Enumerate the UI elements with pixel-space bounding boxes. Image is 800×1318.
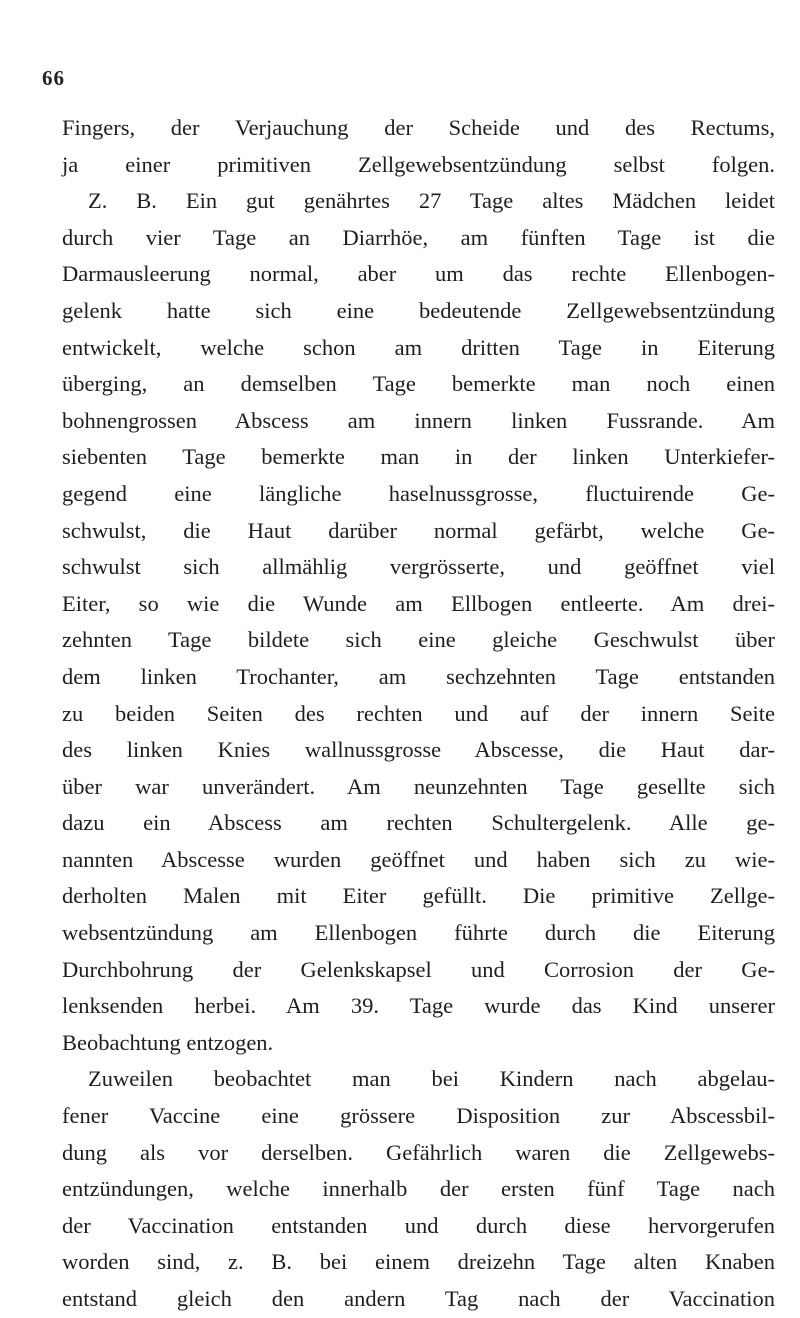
text-line: Fingers, der Verjauchung der Scheide und des Rectums,	[62, 115, 775, 140]
text-line: gegend eine längliche haselnussgrosse, fluctuirende Ge-	[62, 480, 775, 506]
text-line: siebenten Tage bemerkte man in der linken Unterkiefer-	[62, 444, 775, 470]
text-line: fener Vaccine eine grössere Disposition zur Abscessbil-	[62, 1103, 775, 1129]
text-line: der Vaccination entstanden und durch diese hervorgerufen	[62, 1212, 775, 1238]
text-line: zu beiden Seiten des rechten und auf der innern Seite	[62, 700, 775, 726]
text-line: worden sind, z. B. bei einem dreizehn Tage alten Knaben	[62, 1249, 775, 1275]
text-line: zehnten Tage bildete sich eine gleiche Geschwulst über	[62, 627, 775, 653]
text-line: überging, an demselben Tage bemerkte man noch einen	[62, 371, 775, 397]
text-line: lenksenden herbei. Am 39. Tage wurde das Kind unserer	[62, 993, 775, 1019]
text-line: dazu ein Abscess am rechten Schultergelenk. Alle ge-	[62, 810, 775, 836]
text-line: Durchbohrung der Gelenkskapsel und Corrosion der Ge-	[62, 956, 775, 982]
text-line: bohnengrossen Abscess am innern linken Fussrande. Am	[62, 407, 775, 433]
text-line: entstand gleich den andern Tag nach der Vaccination	[62, 1286, 775, 1311]
text-line: Z. B. Ein gut genährtes 27 Tage altes Mädchen leidet	[88, 188, 775, 214]
text-line: Zuweilen beobachtet man bei Kindern nach abgelau-	[88, 1066, 775, 1092]
text-line: ja einer primitiven Zellgewebsentzündung selbst folgen.	[62, 151, 775, 177]
body-text	[62, 110, 775, 1318]
page-number: 66	[42, 66, 65, 90]
text-line: Eiter, so wie die Wunde am Ellbogen entleerte. Am drei-	[62, 590, 775, 616]
text-line: entwickelt, welche schon am dritten Tage in Eiterung	[62, 334, 775, 360]
text-line: nannten Abscesse wurden geöffnet und haben sich zu wie-	[62, 846, 775, 872]
text-line: Darmausleerung normal, aber um das rechte Ellenbogen-	[62, 261, 775, 287]
text-line: durch vier Tage an Diarrhöe, am fünften Tage ist die	[62, 224, 775, 250]
text-line: über war unverändert. Am neunzehnten Tage gesellte sich	[62, 773, 775, 799]
text-line: gelenk hatte sich eine bedeutende Zellgewebsentzündung	[62, 297, 775, 323]
text-line: dung als vor derselben. Gefährlich waren die Zellgewebs-	[62, 1139, 775, 1165]
text-line: schwulst, die Haut darüber normal gefärbt, welche Ge-	[62, 517, 775, 543]
text-line: des linken Knies wallnussgrosse Abscesse, die Haut dar-	[62, 737, 775, 763]
text-line: dem linken Trochanter, am sechzehnten Tage entstanden	[62, 663, 775, 689]
text-line: derholten Malen mit Eiter gefüllt. Die primitive Zellge-	[62, 883, 775, 909]
text-line: Beobachtung entzogen.	[62, 1029, 274, 1055]
text-line: websentzündung am Ellenbogen führte durch die Eiterung	[62, 920, 775, 946]
text-line: entzündungen, welche innerhalb der ersten fünf Tage nach	[62, 1176, 775, 1202]
text-line: schwulst sich allmählig vergrösserte, und geöffnet viel	[62, 554, 775, 580]
